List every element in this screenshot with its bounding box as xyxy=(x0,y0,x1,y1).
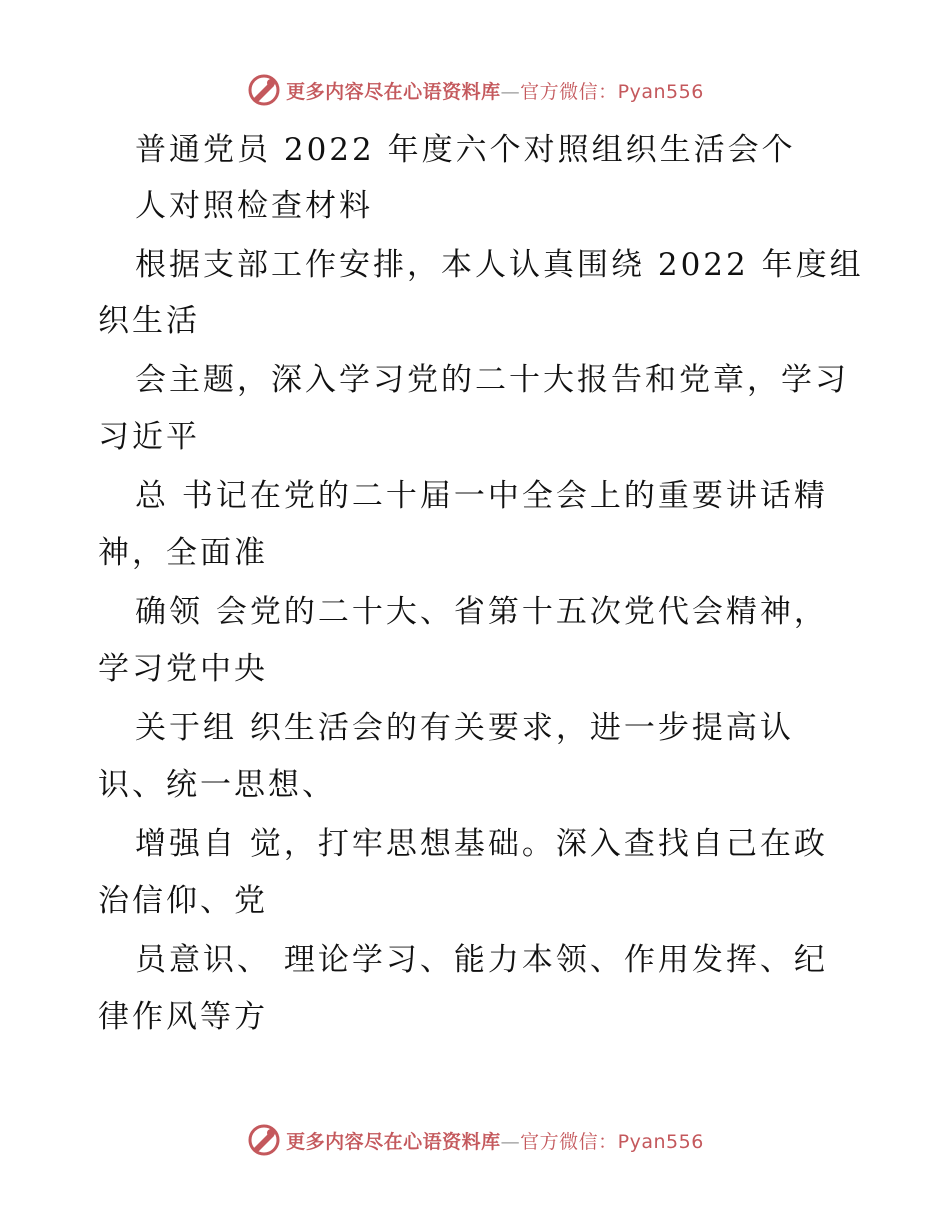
doc-line: 总 书记在党的二十届一中全会上的重要讲话精 xyxy=(135,478,828,514)
doc-line: 律作风等方 xyxy=(98,999,268,1035)
watermark-text: 更多内容尽在心语资料库—官方微信：Pyan556 xyxy=(286,80,704,103)
doc-line: 识、统一思想、 xyxy=(98,767,336,803)
doc-line: 学习党中央 xyxy=(98,651,268,687)
doc-title-line-2: 人对照检查材料 xyxy=(135,188,373,224)
doc-line: 员意识、 理论学习、能力本领、作用发挥、纪 xyxy=(135,942,828,978)
footer-watermark xyxy=(0,1120,950,1160)
doc-line: 确领 会党的二十大、省第十五次党代会精神， xyxy=(135,594,828,630)
doc-line: 习近平 xyxy=(98,419,200,455)
doc-title-line-1: 普通党员 2022 年度六个对照组织生活会个 xyxy=(135,132,796,168)
doc-line: 增强自 觉，打牢思想基础。深入查找自己在政 xyxy=(135,826,828,862)
watermark-text: 更多内容尽在心语资料库—官方微信：Pyan556 xyxy=(286,1130,704,1153)
doc-line: 治信仰、党 xyxy=(98,883,268,919)
red-seal-pen-icon xyxy=(246,72,282,108)
doc-line: 根据支部工作安排，本人认真围绕 2022 年度组 xyxy=(135,247,864,283)
doc-line: 神，全面准 xyxy=(98,535,268,571)
header-watermark xyxy=(0,70,950,110)
doc-line: 织生活 xyxy=(98,303,200,339)
doc-line: 会主题，深入学习党的二十大报告和党章，学习 xyxy=(135,362,849,398)
red-seal-pen-icon xyxy=(246,1122,282,1158)
doc-line: 关于组 织生活会的有关要求，进一步提高认 xyxy=(135,710,794,746)
